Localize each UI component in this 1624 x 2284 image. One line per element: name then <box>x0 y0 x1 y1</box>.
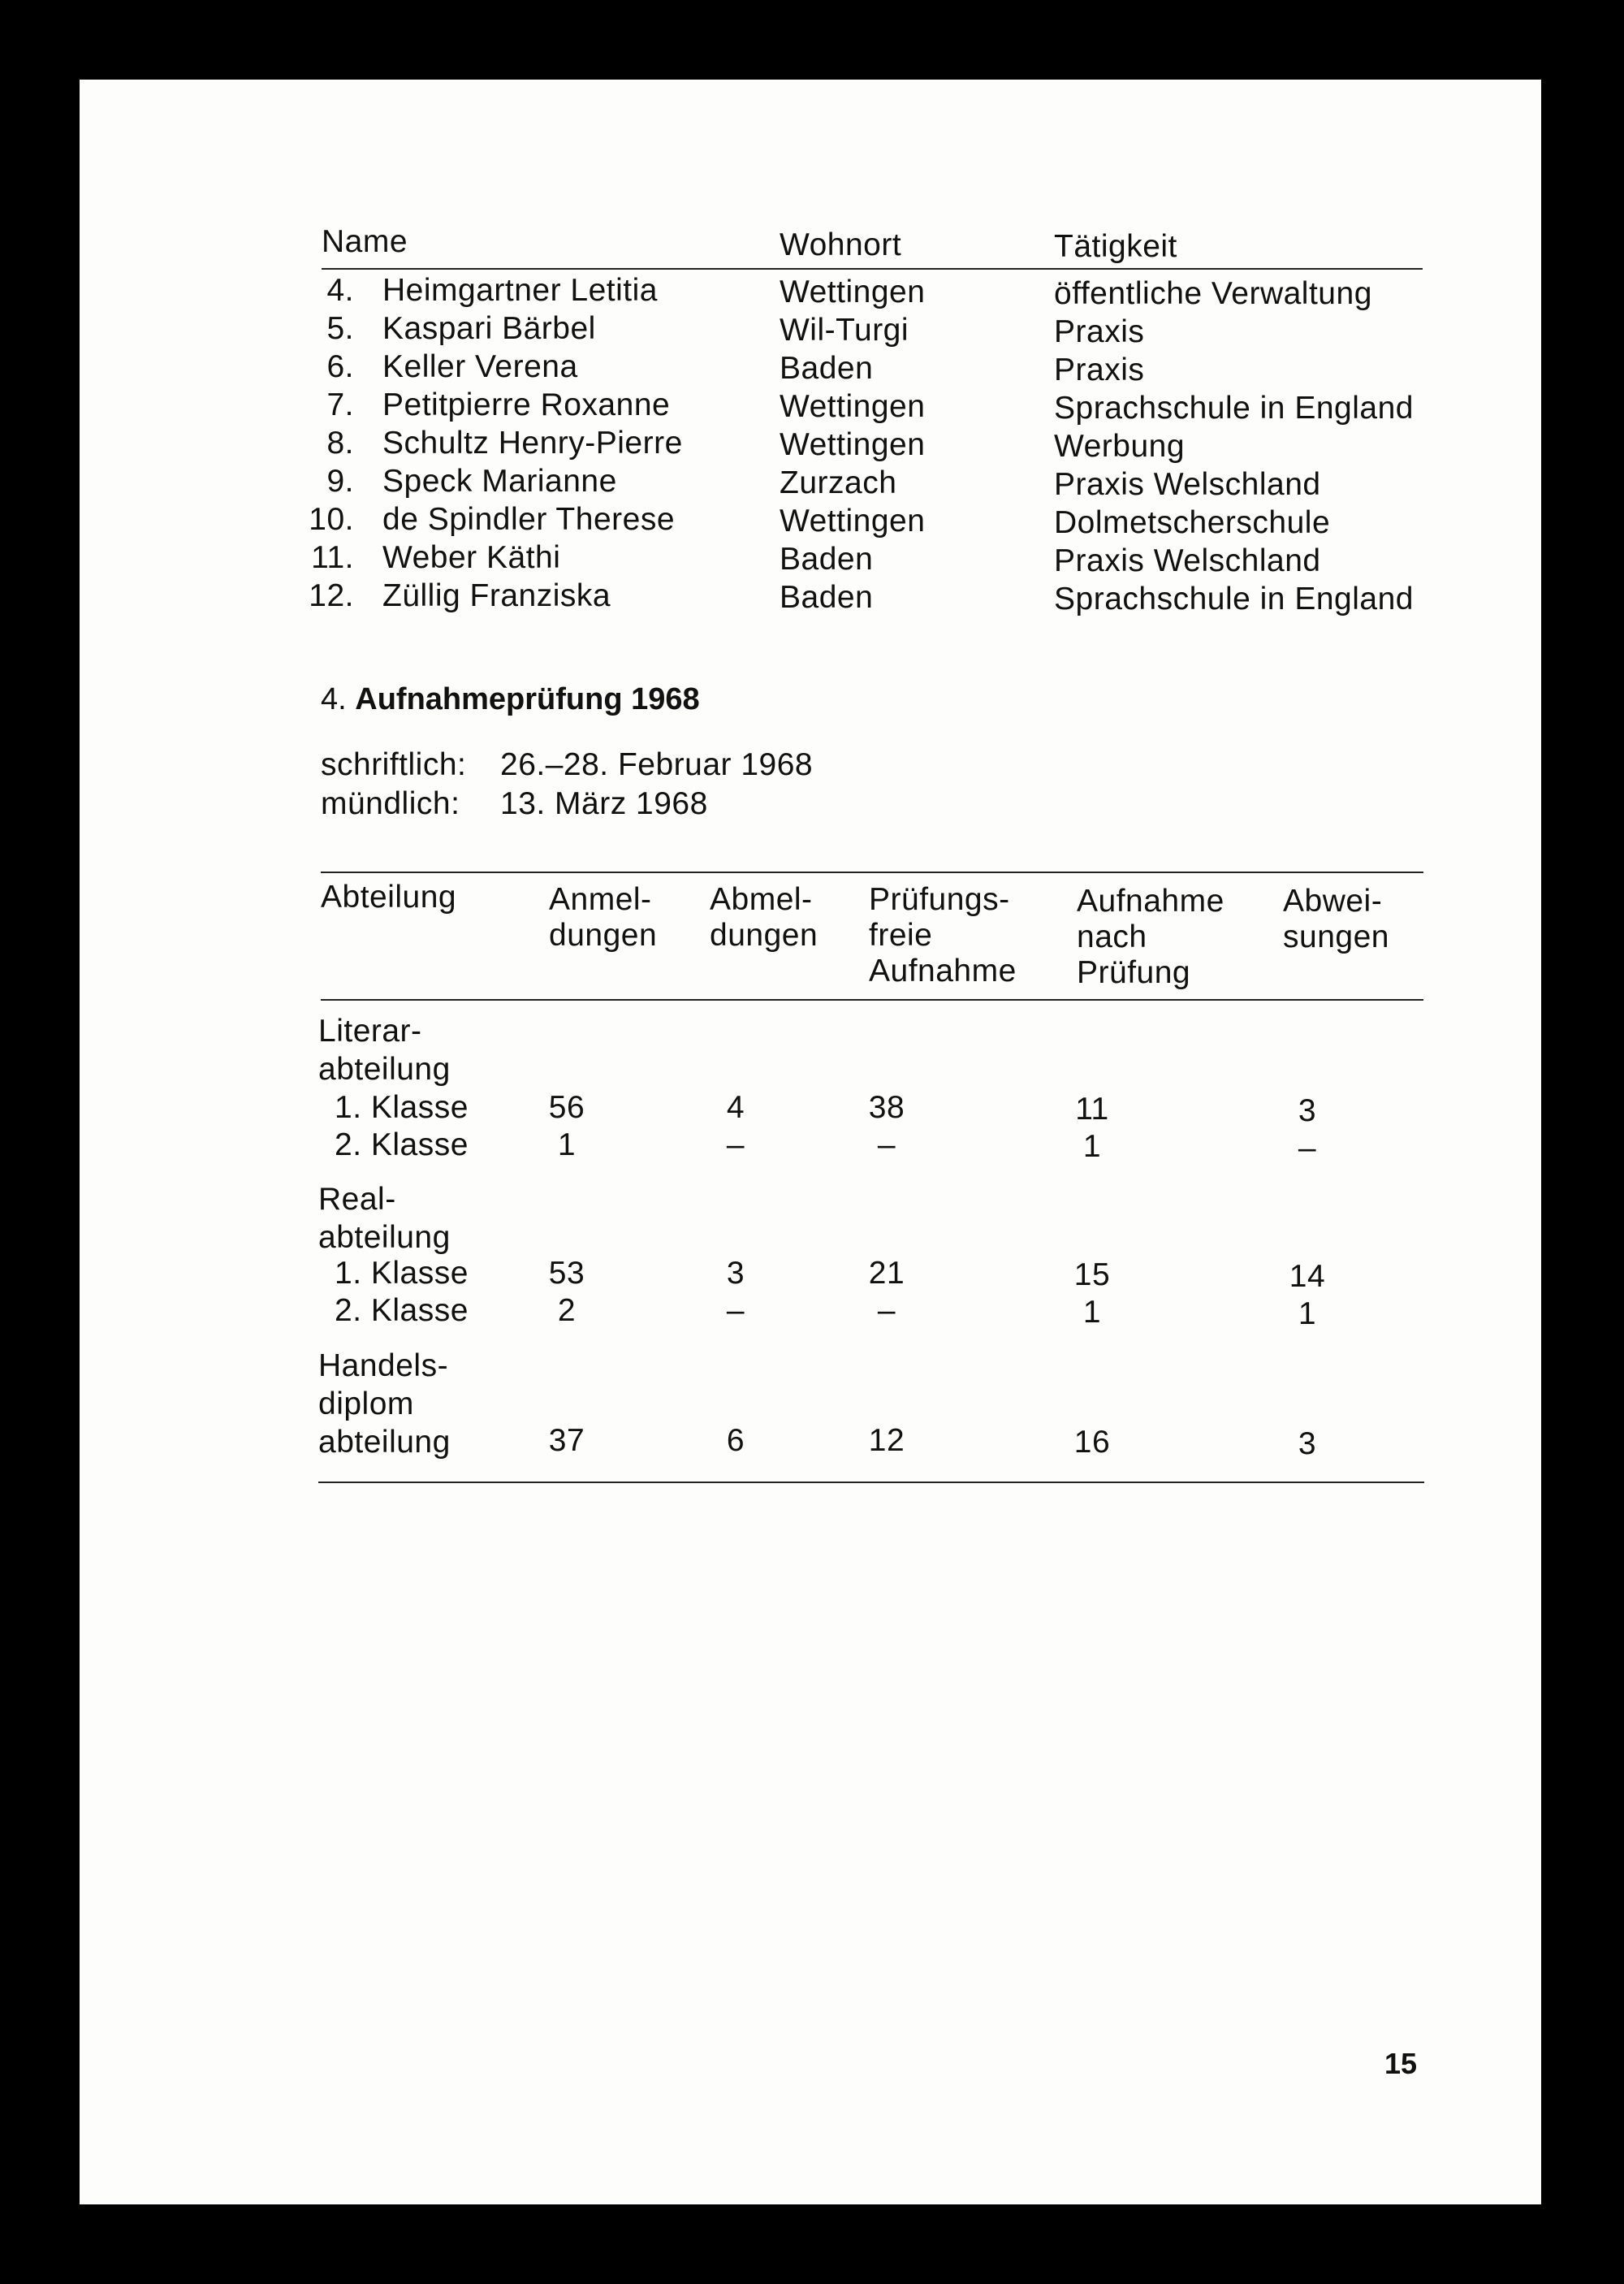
row-wohnort: Wettingen <box>780 275 926 309</box>
cell-abmeldungen: – <box>726 1127 745 1162</box>
stats-header-anmeldungen: Anmel- dungen <box>549 882 658 953</box>
row-name: Weber Käthi <box>382 540 561 575</box>
muendlich-value: 13. März 1968 <box>500 786 708 821</box>
cell-anmeldungen: 53 <box>548 1256 585 1291</box>
row-wohnort: Wettingen <box>780 427 926 462</box>
row-name: Speck Marianne <box>382 464 617 499</box>
cell-pruefungsfrei: 12 <box>868 1423 905 1458</box>
cell-aufnahme-nach: 15 <box>1073 1257 1111 1292</box>
cell-aufnahme-nach: 11 <box>1075 1092 1109 1127</box>
stats-header-abteilung: Abteilung <box>321 880 457 915</box>
stats-bottom-rule <box>318 1482 1424 1483</box>
document-page <box>80 80 1541 2204</box>
row-name: Heimgartner Letitia <box>382 273 658 308</box>
muendlich-label: mündlich: <box>321 786 460 821</box>
row-taetigkeit: Werbung <box>1054 429 1186 464</box>
section-number: 4. <box>321 682 347 716</box>
cell-abmeldungen: 3 <box>726 1256 745 1291</box>
row-number: 10. <box>309 502 354 537</box>
stats-header-pruefungsfrei: Prüfungs- freie Aufnahme <box>869 882 1017 988</box>
row-wohnort: Baden <box>780 542 874 577</box>
stats-header-abweisungen: Abwei- sungen <box>1283 884 1389 954</box>
cell-abweisungen: – <box>1298 1131 1317 1166</box>
cell-aufnahme-nach: 1 <box>1082 1129 1102 1164</box>
group-label-literar: Literar- abteilung <box>318 1014 451 1087</box>
row-number: 11. <box>311 540 354 575</box>
header-rule <box>322 268 1423 270</box>
row-number: 6. <box>326 349 354 384</box>
row-number: 12. <box>309 578 354 613</box>
row-taetigkeit: Praxis Welschland <box>1054 467 1321 502</box>
row-wohnort: Baden <box>780 580 874 615</box>
section-title: Aufnahmeprüfung 1968 <box>355 682 700 716</box>
col-header-name: Name <box>322 224 408 259</box>
row-taetigkeit: Praxis <box>1054 353 1145 387</box>
row-name: Züllig Franziska <box>382 578 611 613</box>
row-number: 7. <box>326 387 354 422</box>
cell-anmeldungen: 2 <box>557 1293 577 1328</box>
row-klasse: 2. Klasse <box>335 1293 469 1328</box>
col-header-wohnort: Wohnort <box>780 227 902 262</box>
cell-abweisungen: 3 <box>1298 1426 1317 1461</box>
row-name: Petitpierre Roxanne <box>382 387 671 422</box>
schriftlich-value: 26.–28. Februar 1968 <box>500 747 814 782</box>
cell-pruefungsfrei: 38 <box>868 1090 905 1125</box>
row-klasse: 1. Klasse <box>335 1090 469 1125</box>
col-header-taetigkeit: Tätigkeit <box>1054 229 1177 264</box>
cell-abweisungen: 1 <box>1298 1296 1317 1331</box>
row-taetigkeit: Dolmetscherschule <box>1054 505 1331 540</box>
page-number: 15 <box>1384 2047 1418 2080</box>
cell-anmeldungen: 56 <box>548 1090 585 1125</box>
stats-header-rule <box>321 999 1423 1001</box>
cell-pruefungsfrei: 21 <box>868 1256 905 1291</box>
row-number: 8. <box>326 426 354 461</box>
row-taetigkeit: Sprachschule in England <box>1054 582 1414 616</box>
cell-pruefungsfrei: – <box>877 1293 896 1328</box>
cell-anmeldungen: 37 <box>548 1423 585 1458</box>
cell-aufnahme-nach: 16 <box>1073 1425 1111 1460</box>
row-number: 4. <box>326 273 354 308</box>
cell-aufnahme-nach: 1 <box>1082 1295 1102 1330</box>
row-wohnort: Baden <box>780 351 874 386</box>
row-name: de Spindler Therese <box>382 502 676 537</box>
row-name: Kaspari Bärbel <box>382 311 596 346</box>
row-taetigkeit: Sprachschule in England <box>1054 391 1414 426</box>
row-name: Keller Verena <box>382 349 578 384</box>
schriftlich-label: schriftlich: <box>321 747 467 782</box>
group-label-handelsdiplom: Handels- diplom abteilung <box>318 1348 451 1460</box>
row-name: Schultz Henry-Pierre <box>382 426 683 461</box>
row-klasse: 1. Klasse <box>335 1256 469 1291</box>
row-wohnort: Wil-Turgi <box>780 313 909 348</box>
cell-abweisungen: 3 <box>1298 1093 1317 1128</box>
stats-header-abmeldungen: Abmel- dungen <box>710 882 818 953</box>
cell-abmeldungen: 6 <box>726 1423 745 1458</box>
row-klasse: 2. Klasse <box>335 1127 469 1162</box>
row-wohnort: Wettingen <box>780 504 926 539</box>
cell-abmeldungen: 4 <box>726 1090 745 1125</box>
cell-abmeldungen: – <box>726 1293 745 1328</box>
row-wohnort: Zurzach <box>780 465 897 500</box>
row-taetigkeit: Praxis Welschland <box>1054 543 1321 578</box>
row-number: 9. <box>326 464 354 499</box>
row-number: 5. <box>326 311 354 346</box>
section-heading <box>321 682 700 717</box>
cell-pruefungsfrei: – <box>877 1127 896 1162</box>
group-label-real: Real- abteilung <box>318 1182 451 1255</box>
row-wohnort: Wettingen <box>780 389 926 424</box>
row-taetigkeit: öffentliche Verwaltung <box>1054 276 1372 311</box>
cell-abweisungen: 14 <box>1289 1259 1326 1294</box>
cell-anmeldungen: 1 <box>557 1127 577 1162</box>
stats-top-rule <box>321 872 1423 873</box>
row-taetigkeit: Praxis <box>1054 314 1145 349</box>
stats-header-aufnahme-nach: Aufnahme nach Prüfung <box>1077 884 1224 990</box>
